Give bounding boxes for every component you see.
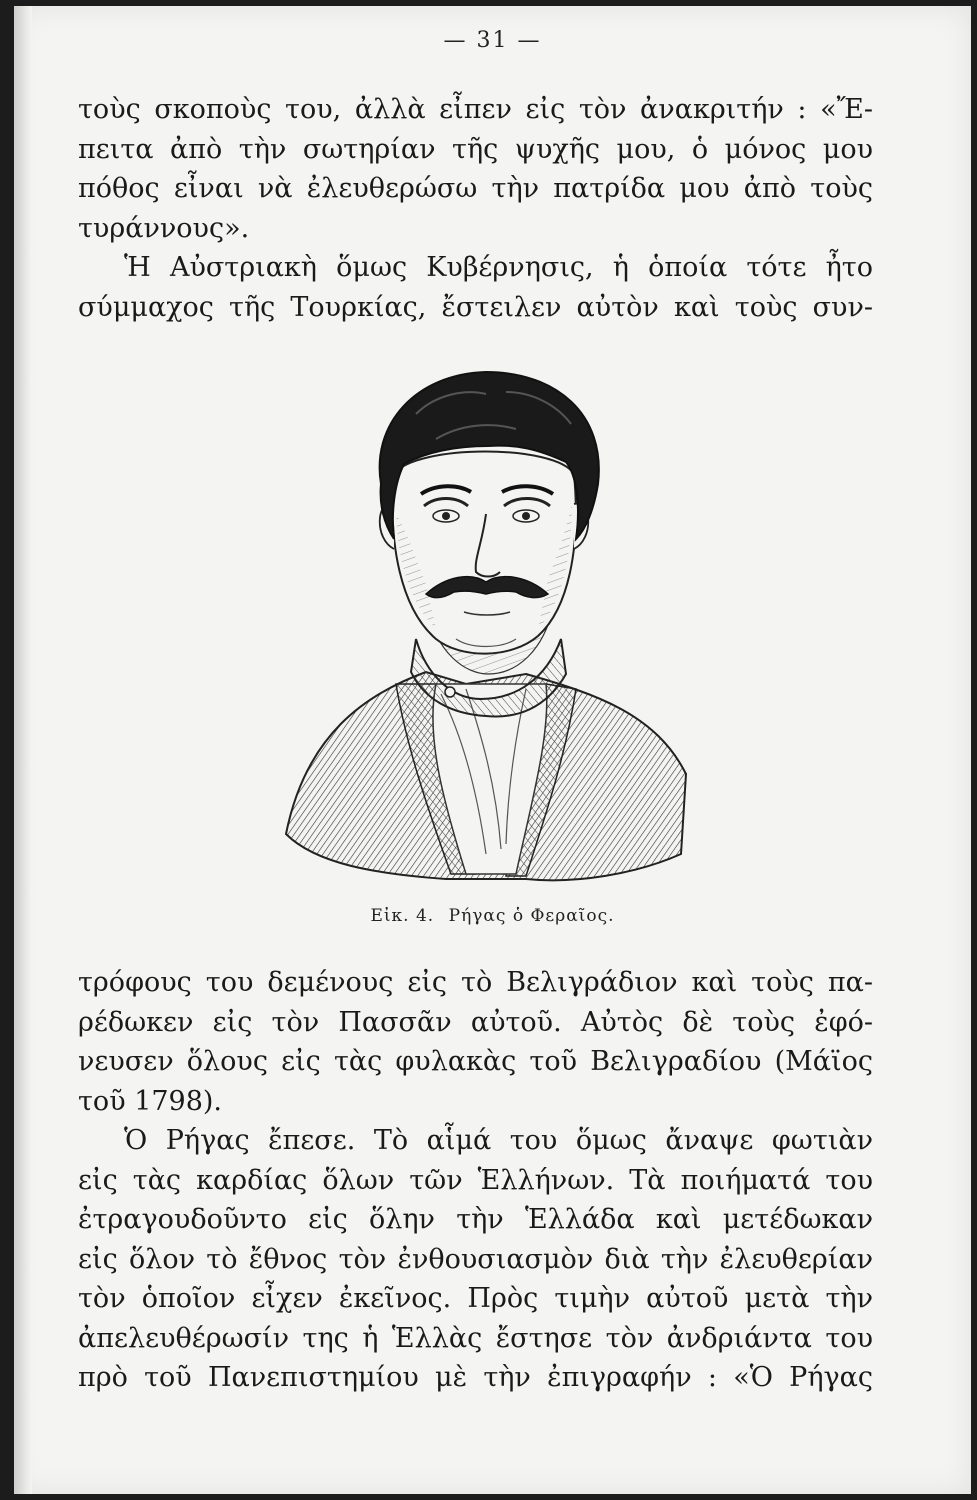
figure-label: Εἰκ. 4. — [370, 906, 435, 926]
portrait-engraving — [276, 354, 696, 894]
text-line: Ἡ Αὐστριακὴ ὅμως Κυβέρνησις, ἡ ὁποία τότε ἦτο — [124, 252, 873, 283]
page-number: — 31 — — [443, 28, 542, 53]
text-line: εἰς ὅλον τὸ ἔθνος τὸν ἐνθουσιασμὸν διὰ τὴν ἐλευθερίαν — [78, 1243, 873, 1275]
text-line: ἐτραγουδοῦντο εἰς ὅλην τὴν Ἑλλάδα καὶ μετέδωκαν — [78, 1204, 873, 1235]
text-line: πειτα ἀπὸ τὴν σωτηρίαν τῆς ψυχῆς μου, ὁ μόνος μου — [78, 133, 873, 165]
text-line: τρόφους του δεμένους εἰς τὸ Βελιγράδιον καὶ τοὺς πα- — [78, 967, 873, 998]
text-line: ρέδωκεν εἰς τὸν Πασσᾶν αὐτοῦ. Αὐτὸς δὲ τοὺς ἐφό- — [78, 1006, 873, 1038]
text-line: τοὺς σκοποὺς του, ἀλλὰ εἶπεν εἰς τὸν ἀνακριτήν : «Ἔ- — [78, 94, 873, 125]
text-line: σύμμαχος τῆς Τουρκίας, ἔστειλεν αὐτὸν καὶ τοὺς συν- — [78, 291, 873, 323]
text-line: Ὁ Ρήγας ἔπεσε. Τὸ αἷμά του ὅμως ἄναψε φωτιὰν — [124, 1125, 873, 1156]
figure-title: Ρήγας ὁ Φεραῖος. — [448, 906, 615, 926]
text-line: πόθος εἶναι νὰ ἐλευθερώσω τὴν πατρίδα μου ἀπὸ τοὺς — [78, 173, 873, 204]
text-line: τυράννους». — [78, 212, 250, 244]
text-line: ἀπελευθέρωσίν της ἡ Ἑλλὰς ἔστησε τὸν ἀνδριάντα του — [78, 1322, 873, 1354]
text-line: πρὸ τοῦ Πανεπιστημίου μὲ τὴν ἐπιγραφήν : «Ὁ Ρήγας — [78, 1362, 873, 1393]
text-line: εἰς τὰς καρδίας ὅλων τῶν Ἑλλήνων. Τὰ ποιήματά του — [78, 1164, 873, 1196]
figure-caption — [14, 906, 971, 926]
book-page — [14, 6, 971, 1494]
binding-shadow — [14, 6, 32, 1494]
text-line: τὸν ὁποῖον εἶχεν ἐκεῖνος. Πρὸς τιμὴν αὐτοῦ μετὰ τὴν — [78, 1283, 873, 1314]
text-line: τοῦ 1798). — [78, 1085, 223, 1117]
text-block-top — [78, 90, 873, 327]
text-line: νευσεν ὅλους εἰς τὰς φυλακὰς τοῦ Βελιγραδίου (Μάϊος — [78, 1046, 873, 1077]
text-block-bottom — [78, 963, 873, 1398]
